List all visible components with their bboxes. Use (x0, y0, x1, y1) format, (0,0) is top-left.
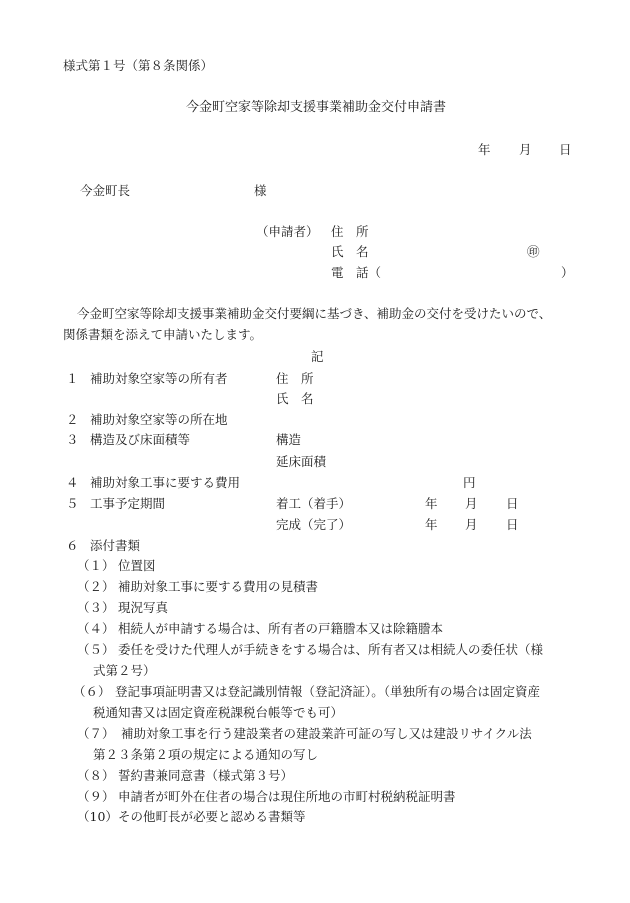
attachment-1-number: （１） (77, 558, 115, 573)
applicant-phone-label: 電 話（ (331, 265, 382, 280)
attachment-5-text: 委任を受けた代理人が手続きをする場合は、所有者又は相続人の委任状（様 (118, 642, 544, 657)
attachment-4-text: 相続人が申請する場合は、所有者の戸籍謄本又は除籍謄本 (118, 621, 444, 636)
item-1-number: １ (66, 371, 79, 386)
item-3-floor-area-label: 延床面積 (276, 454, 327, 469)
item-3-structure-label: 構造 (276, 432, 302, 447)
attachment-9-number: （９） (77, 789, 115, 804)
item-5-start-month: 月 (465, 496, 478, 511)
attachment-7-continuation: 第２３条第２項の規定による通知の写し (93, 747, 319, 762)
attachment-3-number: （３） (77, 600, 115, 615)
applicant-address-label: 住 所 (331, 224, 369, 239)
attachment-10-text: その他町長が必要と認める書類等 (118, 809, 306, 824)
form-number: 様式第１号（第８条関係） (63, 58, 214, 73)
item-5-end-month: 月 (465, 517, 478, 532)
attachment-6-number: （６） (73, 684, 111, 699)
attachment-6-continuation: 税通知書又は固定資産税課税台帳等でも可） (93, 705, 344, 720)
page-title: 今金町空家等除却支援事業補助金交付申請書 (186, 100, 447, 115)
item-1-label: 補助対象空家等の所有者 (90, 371, 228, 386)
ki-heading: 記 (311, 349, 324, 364)
attachment-3-text: 現況写真 (118, 600, 169, 615)
item-5-start-day: 日 (506, 496, 519, 511)
intro-line-1: 今金町空家等除却支援事業補助金交付要綱に基づき、補助金の交付を受けたいので、 (77, 306, 552, 321)
attachment-4-number: （４） (77, 621, 115, 636)
attachment-6-text: 登記事項証明書又は登記識別情報（登記済証）。（単独所有の場合は固定資産 (115, 684, 541, 699)
item-4-number: ４ (66, 475, 79, 490)
applicant-label: （申請者） (256, 224, 319, 239)
item-4-label: 補助対象工事に要する費用 (90, 475, 241, 490)
attachment-7-number: （７） (77, 726, 115, 741)
attachment-10-number: （10） (77, 809, 118, 824)
item-3-label: 構造及び床面積等 (90, 432, 191, 447)
date-month-label: 月 (519, 142, 532, 157)
item-5-number: ５ (66, 496, 79, 511)
applicant-phone-close: ） (561, 265, 574, 280)
date-year-label: 年 (478, 142, 491, 157)
attachment-2-number: （２） (77, 579, 115, 594)
item-5-start-year: 年 (425, 496, 438, 511)
attachment-1-text: 位置図 (118, 558, 156, 573)
seal-mark: ㊞ (527, 244, 540, 259)
date-day-label: 日 (559, 142, 572, 157)
attachment-5-number: （５） (77, 642, 115, 657)
addressee-name: 今金町長 (80, 183, 131, 198)
item-1-address-label: 住 所 (276, 371, 314, 386)
attachment-2-text: 補助対象工事に要する費用の見積書 (118, 579, 319, 594)
item-1-name-label: 氏 名 (276, 391, 314, 406)
item-2-label: 補助対象空家等の所在地 (90, 412, 228, 427)
item-5-start-label: 着工（着手） (276, 496, 352, 511)
item-6-label: 添付書類 (90, 538, 141, 553)
item-6-number: ６ (66, 538, 79, 553)
item-3-number: ３ (66, 432, 79, 447)
attachment-8-number: （８） (77, 768, 115, 783)
attachment-9-text: 申請者が町外在住者の場合は現住所地の市町村税納税証明書 (118, 789, 456, 804)
attachment-7-text: 補助対象工事を行う建設業者の建設業許可証の写し又は建設リサイクル法 (121, 726, 532, 741)
item-5-end-day: 日 (506, 517, 519, 532)
item-2-number: ２ (66, 412, 79, 427)
item-4-yen-unit: 円 (463, 475, 476, 490)
item-5-end-year: 年 (425, 517, 438, 532)
item-5-label: 工事予定期間 (90, 496, 166, 511)
applicant-name-label: 氏 名 (331, 244, 369, 259)
intro-line-2: 関係書類を添えて申請いたします。 (63, 327, 263, 342)
addressee-honorific: 様 (254, 183, 267, 198)
attachment-8-text: 誓約書兼同意書（様式第３号） (118, 768, 294, 783)
item-5-end-label: 完成（完了） (276, 517, 352, 532)
attachment-5-continuation: 式第２号） (93, 663, 156, 678)
